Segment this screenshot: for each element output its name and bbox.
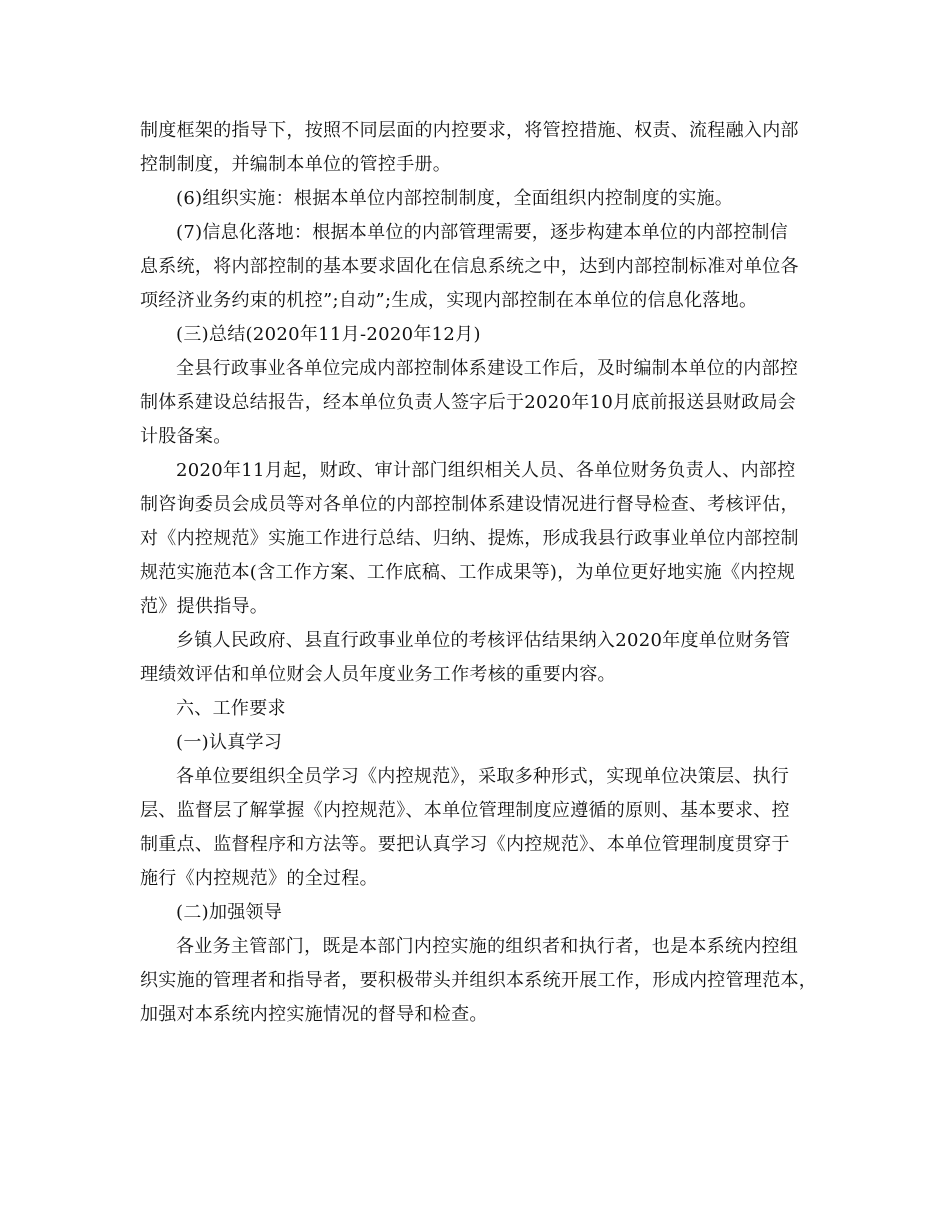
text-line: 2020年11月起，财政、审计部门组织相关人员、各单位财务负责人、内部控 [176,460,796,481]
text-line: 乡镇人民政府、县直行政事业单位的考核评估结果纳入2020年度单位财务管 [176,630,791,651]
text-line: 制度框架的指导下，按照不同层面的内控要求，将管控措施、权责、流程融入内部 [140,120,799,141]
text-line: 制咨询委员会成员等对各单位的内部控制体系建设情况进行督导检查、考核评估， [140,494,799,515]
text-line: 全县行政事业各单位完成内部控制体系建设工作后，及时编制本单位的内部控 [176,358,799,379]
text-line: 加强对本系统内控实施情况的督导和检查。 [140,1004,488,1025]
text-line: 层、监督层了解掌握《内控规范》、本单位管理制度应遵循的原则、基本要求、控 [140,800,790,821]
text-line: (7)信息化落地：根据本单位的内部管理需要，逐步构建本单位的内部控制信 [176,222,788,243]
text-line: 对《内控规范》实施工作进行总结、归纳、提炼，形成我县行政事业单位内部控制 [140,528,799,549]
text-line: 制体系建设总结报告，经本单位负责人签字后于2020年10月底前报送县财政局会 [140,392,797,413]
text-line: 控制制度，并编制本单位的管控手册。 [140,154,452,175]
text-line: 息系统，将内部控制的基本要求固化在信息系统之中，达到内部控制标准对单位各 [140,256,799,277]
text-line: 项经济业务约束的机控”;自动”;生成，实现内部控制在本单位的信息化落地。 [140,290,758,311]
text-line: 织实施的管理者和指导者，要积极带头并组织本系统开展工作，形成内控管理范本， [140,970,818,991]
text-line: 各单位要组织全员学习《内控规范》，采取多种形式，实现单位决策层、执行 [176,766,790,787]
text-line: 范》提供指导。 [140,596,269,617]
text-line: 规范实施范本(含工作方案、工作底稿、工作成果等)，为单位更好地实施《内控规 [140,562,796,583]
text-line: 制重点、监督程序和方法等。要把认真学习《内控规范》、本单位管理制度贯穿于 [140,834,790,855]
text-line: (三)总结(2020年11月-2020年12月) [176,324,481,345]
text-line: 施行《内控规范》的全过程。 [140,868,378,889]
text-line: 各业务主管部门，既是本部门内控实施的组织者和执行者，也是本系统内控组 [176,936,799,957]
document-body [140,114,820,1032]
text-line: 理绩效评估和单位财会人员年度业务工作考核的重要内容。 [140,664,616,685]
text-line: (6)组织实施：根据本单位内部控制制度，全面组织内控制度的实施。 [176,188,734,209]
text-line: (二)加强领导 [176,902,283,923]
text-line: 六、工作要求 [176,698,286,719]
text-line: 计股备案。 [140,426,232,447]
text-line: (一)认真学习 [176,732,283,753]
